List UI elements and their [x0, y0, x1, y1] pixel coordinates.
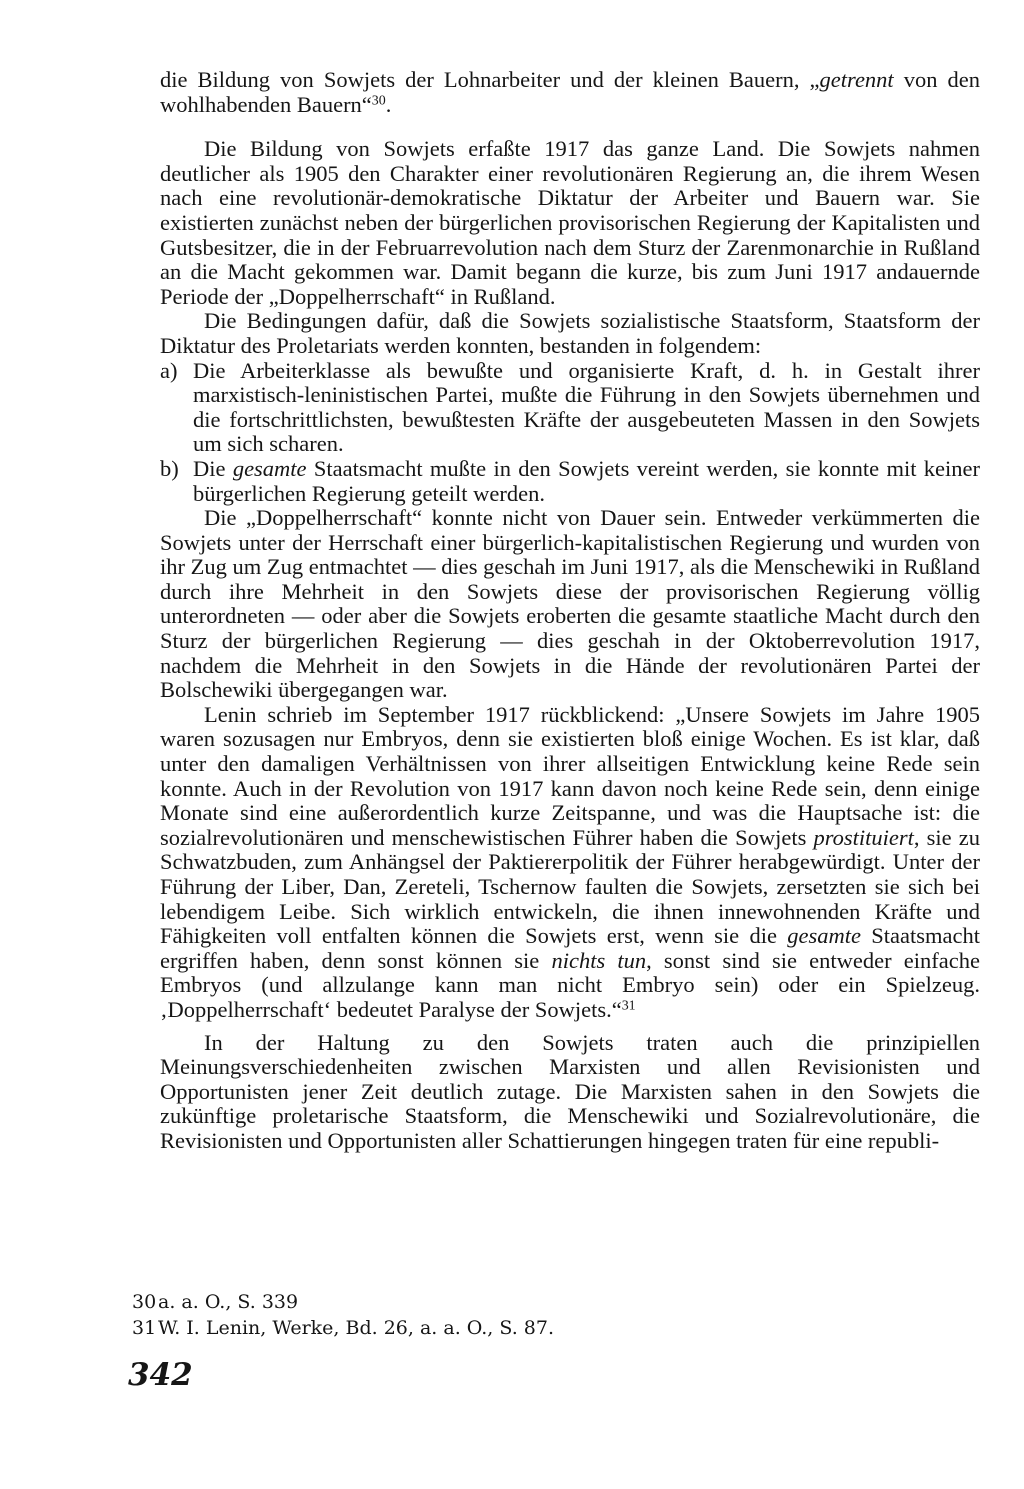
text-run: Die: [193, 455, 233, 481]
emphasis-text: gesamte: [787, 923, 861, 949]
list-item: [160, 359, 980, 457]
text-run: .: [385, 91, 392, 117]
footnote-text: a. a. O., S. 339: [158, 1291, 299, 1313]
body-text: [160, 68, 980, 1154]
footnote: [132, 1315, 832, 1341]
emphasis-text: gesamte: [232, 455, 307, 481]
paragraph: [160, 703, 980, 1023]
text-run: In der Haltung zu den Sowjets traten auch die prinzipiellen Meinungsverschiedenheiten zwischen Marxisten und allen Revisionisten und Opportunisten jener Zeit deutlich zutage. Die Marxisten sahen in den Sowjets die zukünftige proletarische Staatsform, die Menschewiki und Sozialrevolutionäre, die Revisionisten und Opportunisten aller Schattierungen hingegen traten für eine republi-: [160, 1029, 980, 1153]
text-run: Die Arbeiterklasse als bewußte und organisierte Kraft, d. h. in Gestalt ihrer marxistisch-leninistischen Partei, mußte die Führung in den Sowjets übernehmen und die fortschrittlichsten, bewußtesten Kräfte der ausgebeuteten Massen in den Sowjets um sich scharen.: [193, 357, 980, 457]
paragraph: [160, 1031, 980, 1154]
list-marker: b): [160, 455, 179, 481]
page-number: 342: [128, 1357, 193, 1393]
footnotes: [132, 1289, 832, 1341]
footnote-text: W. I. Lenin, Werke, Bd. 26, a. a. O., S. 87.: [158, 1317, 554, 1339]
footnote-ref: 30: [371, 92, 386, 108]
text-run: Die Bildung von Sowjets erfaßte 1917 das ganze Land. Die Sowjets nahmen deutlicher als 1905 den Charakter einer revolutionären Regierung an, die ihrem Wesen nach eine revolutionär-demokratische Diktatur der Arbeiter und Bauern war. Sie existierten zunächst neben der bürgerlichen provisorischen Regierung der Kapitalisten und Gutsbesitzer, die in der Februarrevolution nach dem Sturz der Zarenmonarchie in Rußland an die Macht gekommen war. Damit begann die kurze, bis zum Juni 1917 andauernde Periode der „Doppelherrschaft“ in Rußland.: [160, 136, 980, 309]
text-run: die Bildung von Sowjets der Lohnarbeiter und der kleinen Bauern, „: [160, 67, 820, 92]
list-marker: a): [160, 357, 178, 383]
text-run: von den wohlhabenden Bauern“: [160, 67, 980, 117]
text-run: Die Bedingungen dafür, daß die Sowjets sozialistische Staatsform, Staatsform der Diktatur des Proletariats werden konnten, bestanden in folgendem:: [160, 308, 980, 358]
footnote-ref: 31: [621, 998, 636, 1014]
emphasis-text: prostituiert: [813, 824, 914, 850]
footnote-number: 30: [132, 1291, 157, 1313]
text-run: , sie zu Schwatzbuden, zum Anhängsel der Paktiererpolitik der Führer herabgewürdigt. Unter der Führung der Liber, Dan, Zereteli, Tschernow faulten die Sowjets, zersetzten sie sich bei lebendigem Leibe. Sich wirklich entwickeln, die ihnen innewohnenden Kräfte und Fähigkeiten voll entfalten können die Sowjets erst, wenn sie die: [160, 824, 980, 949]
emphasis-text: nichts tun: [551, 947, 647, 973]
text-run: Staatsmacht ergriffen haben, denn sonst können sie: [160, 923, 980, 973]
paragraph: [160, 309, 980, 358]
list-item: [160, 457, 980, 506]
paragraph: [160, 137, 980, 309]
text-run: Lenin schrieb im September 1917 rückblickend: „Unsere Sowjets im Jahre 1905 waren sozusagen nur Embryos, denn sie existierten bloß einige Wochen. Es ist klar, daß unter den damaligen Verhältnissen von ihrer allseitigen Entwicklung keine Rede sein konnte. Auch in der Revolution von 1917 kann davon noch keine Rede sein, denn einige Monate sind eine außerordentlich kurze Zeitspanne, und was die Hauptsache ist: die sozialrevolutionären und menschewistischen Führer haben die Sowjets: [160, 701, 980, 850]
footnote: [132, 1289, 832, 1315]
text-run: Die „Doppelherrschaft“ konnte nicht von Dauer sein. Entweder verkümmerten die Sowjets unter der Herrschaft einer bürgerlich-kapitalistischen Regierung und wurden von ihr Zug um Zug entmachtet — dies geschah im Juni 1917, als die Menschewiki in Rußland durch ihre Mehrheit in den Sowjets diese der provisorischen Regierung völlig unterordneten — oder aber die Sowjets eroberten die gesamte staatliche Macht durch den Sturz der bürgerlichen Regierung — dies geschah in der Oktoberrevolution 1917, nachdem die Mehrheit in den Sowjets in die Hände der revolutionären Partei der Bolschewiki übergegangen war.: [160, 505, 980, 703]
emphasis-text: getrennt: [819, 67, 894, 92]
text-run: Staatsmacht mußte in den Sowjets vereint werden, sie konnte mit keiner bürgerlichen Regierung geteilt werden.: [193, 455, 980, 506]
paragraph-continuation: [160, 68, 980, 117]
footnote-number: 31: [132, 1317, 157, 1339]
paragraph: [160, 506, 980, 703]
text-run: , sonst sind sie entweder einfache Embryos (und allzulange kann man nicht Embryo sein) oder ein Spielzeug. ‚Doppelherrschaft‘ bedeutet Paralyse der Sowjets.“: [160, 947, 980, 1022]
